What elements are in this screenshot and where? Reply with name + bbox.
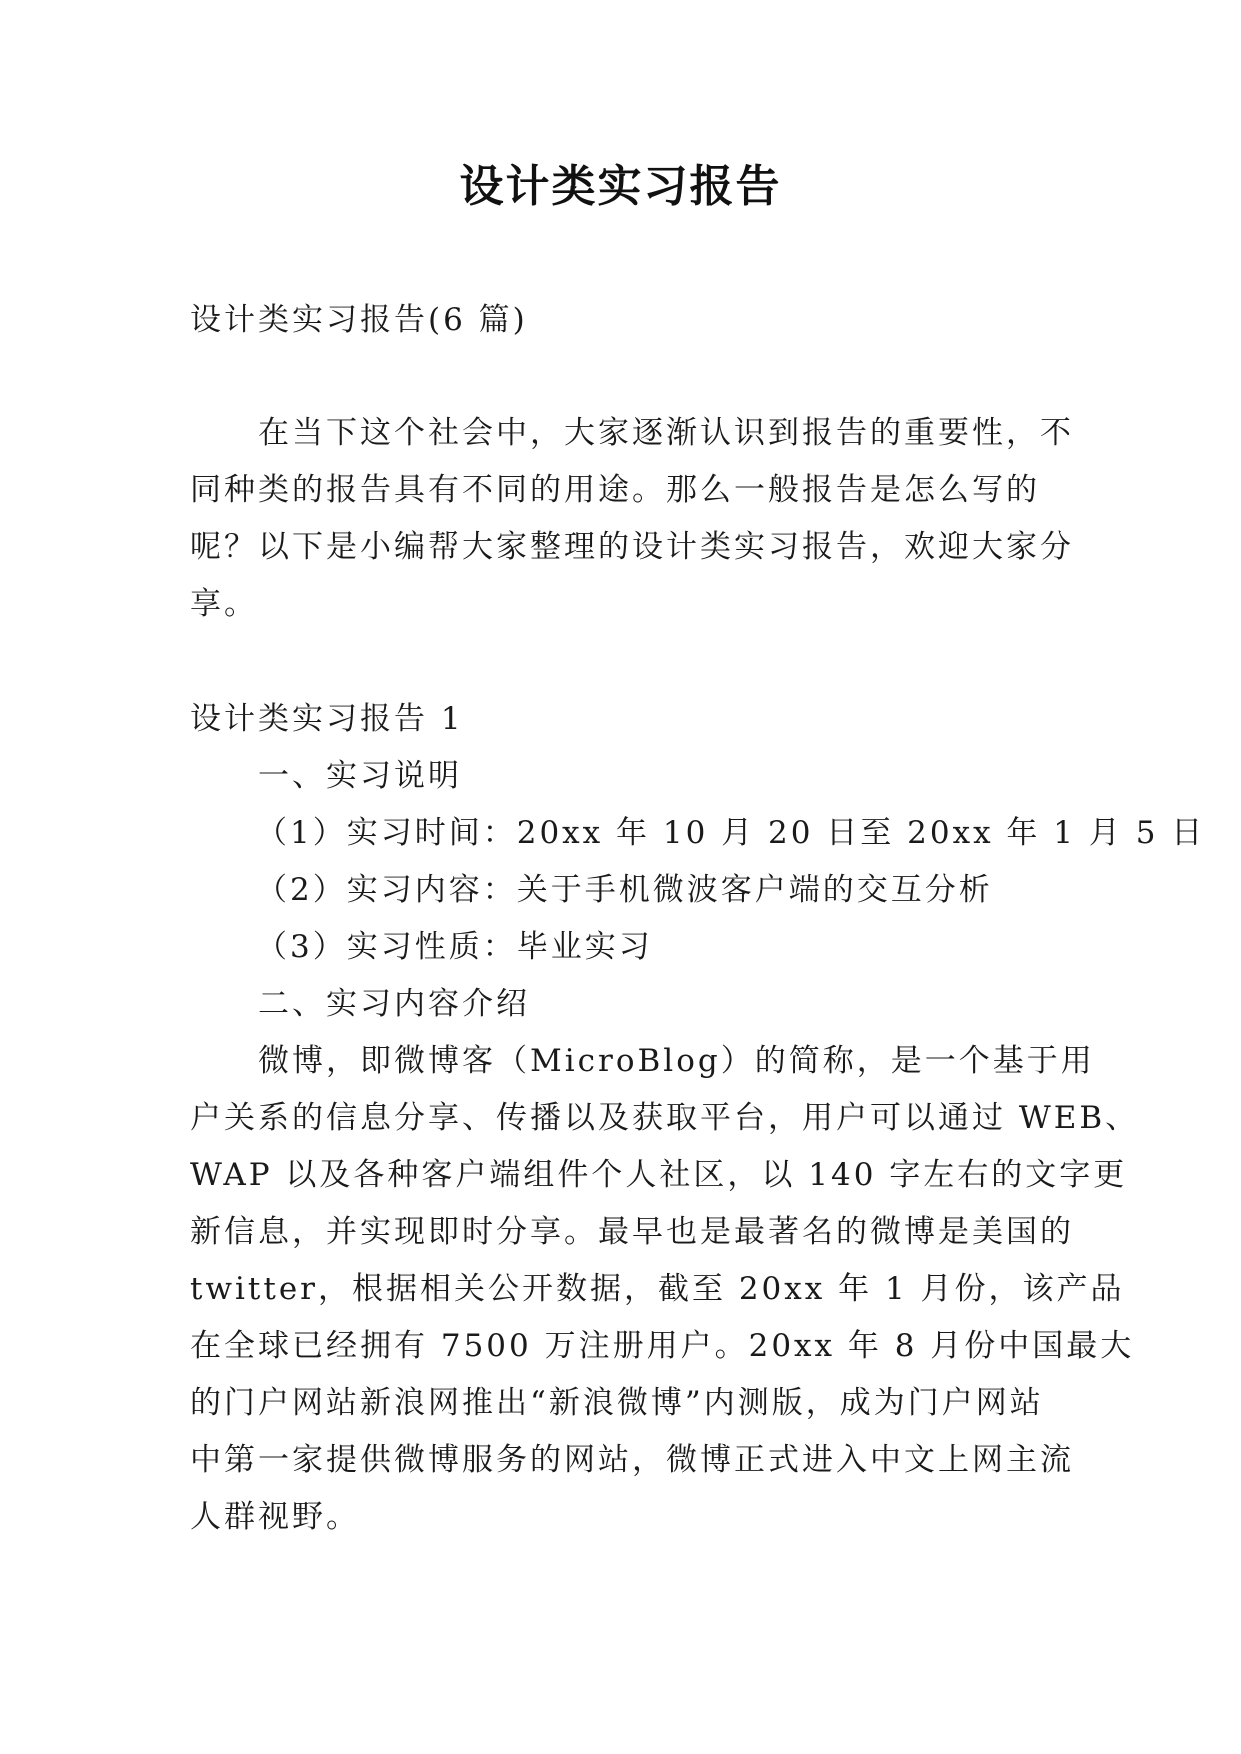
list-item: （1）实习时间：20xx 年 10 月 20 日至 20xx 年 1 月 5 日: [256, 815, 1206, 851]
paragraph-line-8: 中第一家提供微博服务的网站，微博正式进入中文上网主流: [190, 1442, 1074, 1478]
paragraph-line-1: 微博，即微博客（MicroBlog）的简称，是一个基于用: [258, 1043, 1095, 1079]
document-subtitle: 设计类实习报告(6 篇): [190, 302, 528, 338]
intro-line-2: 同种类的报告具有不同的用途。那么一般报告是怎么写的: [190, 472, 1040, 508]
section-heading: 设计类实习报告 1: [190, 701, 464, 737]
intro-line-3: 呢？以下是小编帮大家整理的设计类实习报告，欢迎大家分: [190, 529, 1074, 565]
intro-line-4: 享。: [190, 586, 258, 622]
paragraph-line-2: 户关系的信息分享、传播以及获取平台，用户可以通过 WEB、: [190, 1100, 1140, 1136]
intro-line-1: 在当下这个社会中，大家逐渐认识到报告的重要性，不: [258, 415, 1074, 451]
list-item: （2）实习内容：关于手机微波客户端的交互分析: [256, 872, 993, 908]
list-item: （3）实习性质：毕业实习: [256, 929, 653, 965]
paragraph-line-6: 在全球已经拥有 7500 万注册用户。20xx 年 8 月份中国最大: [190, 1328, 1135, 1364]
paragraph-line-4: 新信息，并实现即时分享。最早也是最著名的微博是美国的: [190, 1214, 1074, 1250]
part2-heading: 二、实习内容介绍: [258, 986, 530, 1022]
paragraph-line-3: WAP 以及各种客户端组件个人社区，以 140 字左右的文字更: [190, 1157, 1128, 1193]
paragraph-line-5: twitter，根据相关公开数据，截至 20xx 年 1 月份，该产品: [190, 1271, 1125, 1307]
paragraph-line-9: 人群视野。: [190, 1499, 360, 1535]
document-title: 设计类实习报告: [459, 161, 782, 212]
paragraph-line-7: 的门户网站新浪网推出“新浪微博”内测版，成为门户网站: [190, 1385, 1044, 1421]
part1-heading: 一、实习说明: [258, 758, 462, 794]
